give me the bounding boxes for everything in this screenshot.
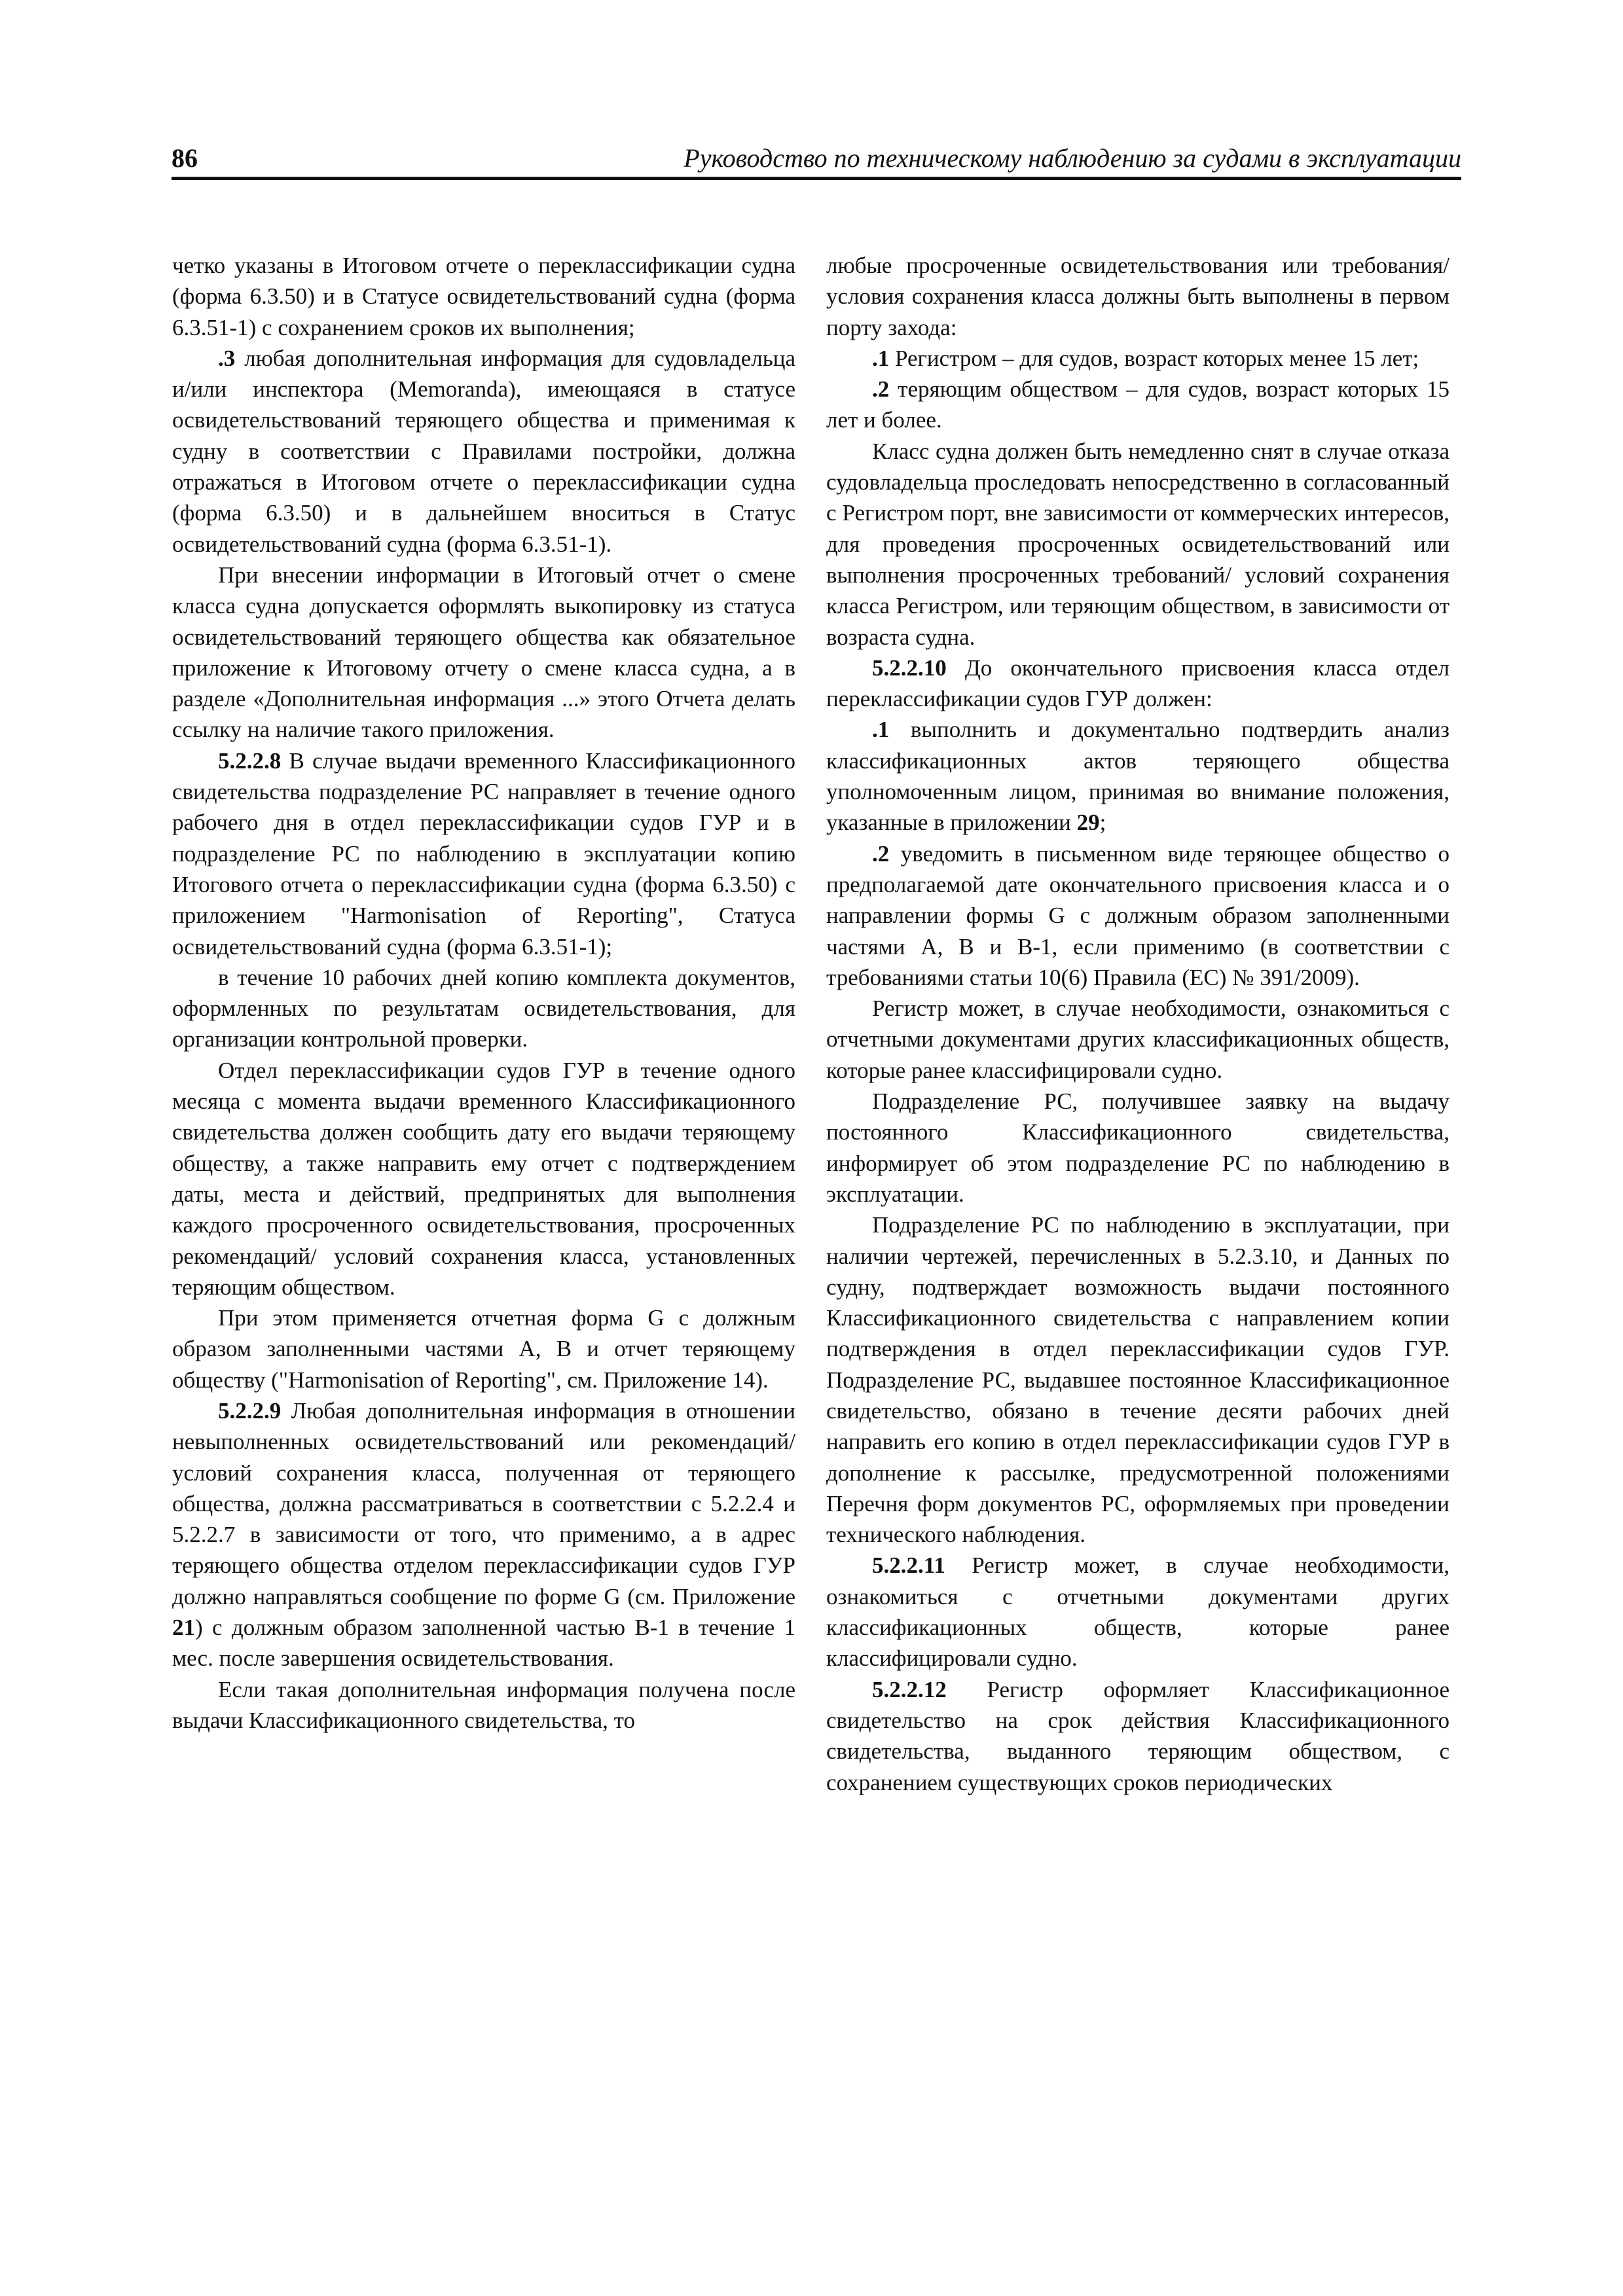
paragraph <box>826 714 1450 838</box>
paragraph <box>172 343 795 560</box>
paragraph: Отдел переклассификации судов ГУР в течение одного месяца с момента выдачи временного Классификационного свидетельства должен сообщить дату его выдачи теряющему обществу, а также направить ему отчет с подтверждением даты, места и действий, предпринятых для выполнения каждого просроченного освидетельствования, просроченных рекомендаций/ условий сохранения класса, установленных теряющим обществом. <box>172 1057 795 1300</box>
section-number: 5.2.2.9 <box>218 1397 282 1424</box>
section-number: 5.2.2.12 <box>872 1676 947 1702</box>
paragraph-text: ; <box>1099 810 1106 836</box>
appendix-reference: 29 <box>1076 810 1100 836</box>
paragraph <box>826 1550 1450 1674</box>
paragraph-text: ) с должным образом заполненной частью В-1 в течение 1 мес. после завершения освидетельствования. <box>172 1615 795 1672</box>
paragraph-text: уведомить в письменном виде теряющее общество о предполагаемой дате окончательного присвоения класса и о направлении формы G с должным образом заполненными частями А, В и В-1, если применимо (в соответствии с требованиями статьи 10(6) Правила (ЕС) № 391/2009). <box>826 840 1450 990</box>
running-title: Руководство по техническому наблюдению за судами в эксплуатации <box>684 143 1461 173</box>
paragraph-text: Регистр может, в случае необходимости, ознакомиться с отчетными документами других классификационных обществ, которые ранее классифицировали судно. <box>826 1552 1450 1672</box>
right-column <box>826 250 1450 1798</box>
paragraph-text: До окончательного присвоения класса отдел переклассификации судов ГУР должен: <box>826 655 1450 712</box>
left-column <box>172 250 795 1736</box>
paragraph <box>826 653 1450 715</box>
page-header <box>172 143 1461 182</box>
paragraph-text: В случае выдачи временного Классификационного свидетельства подразделение РС направляет в течение одного рабочего дня в отдел переклассификации судов ГУР и в подразделение РС по наблюдению в эксплуатации копию Итогового отчета о переклассификации судна (форма 6.3.50) с приложением "Harmonisation of Reporting", Статуса освидетельствований судна (форма 6.3.51-1); <box>172 747 795 960</box>
paragraph <box>826 1674 1450 1798</box>
paragraph <box>826 838 1450 993</box>
paragraph-text: выполнить и документально подтвердить анализ классификационных актов теряющего общества уполномоченным лицом, принимая во внимание положения, указанные в приложении <box>826 717 1450 836</box>
paragraph: четко указаны в Итоговом отчете о переклассификации судна (форма 6.3.50) и в Статусе освидетельствований судна (форма 6.3.51-1) с сохранением сроков их выполнения; <box>172 253 795 340</box>
paragraph: Подразделение РС по наблюдению в эксплуатации, при наличии чертежей, перечисленных в 5.2.3.10, и Данных по судну, подтверждает возможность выдачи постоянного Классификационного свидетельства с направлением копии подтверждения в отдел переклассификации судов ГУР. Подразделение РС, выдавшее постоянное Классификационное свидетельство, обязано в течение десяти рабочих дней направить его копию в отдел переклассификации судов ГУР в дополнение к рассылке, предусмотренной положениями Перечня форм документов РС, оформляемых при проведении технического наблюдения. <box>826 1212 1450 1548</box>
paragraph <box>172 745 795 962</box>
section-number: 5.2.2.11 <box>872 1552 945 1579</box>
paragraph-text: Любая дополнительная информация в отношении невыполненных освидетельствований или рекомендаций/условий сохранения класса, полученная от теряющего общества, должна рассматриваться в соответствии с 5.2.2.4 и 5.2.2.7 в зависимости от того, что применимо, а в адрес теряющего общества отделом переклассификации судов ГУР должно направляться сообщение по форме G (см. Приложение <box>172 1397 795 1609</box>
item-number: .2 <box>872 376 890 403</box>
paragraph <box>826 343 1450 374</box>
paragraph: Регистр может, в случае необходимости, ознакомиться с отчетными документами других классификационных обществ, которые ранее классифицировали судно. <box>826 996 1450 1083</box>
paragraph: Если такая дополнительная информация получена после выдачи Классификационного свидетельства, то <box>172 1676 795 1733</box>
item-number: .3 <box>218 345 236 371</box>
section-number: 5.2.2.8 <box>218 747 282 774</box>
item-number: .1 <box>872 345 890 371</box>
header-rule <box>172 177 1461 180</box>
paragraph: При этом применяется отчетная форма G с должным образом заполненными частями А, В и отчет теряющему обществу ("Harmonisation of Reporting", см. Приложение 14). <box>172 1305 795 1393</box>
paragraph: Класс судна должен быть немедленно снят в случае отказа судовладельца проследовать непосредственно в согласованный с Регистром порт, вне зависимости от коммерческих интересов, для проведения просроченных освидетельствований или выполнения просроченных требований/ условий сохранения класса Регистром, или теряющим обществом, в зависимости от возраста судна. <box>826 438 1450 650</box>
paragraph: в течение 10 рабочих дней копию комплекта документов, оформленных по результатам освидетельствования, для организации контрольной проверки. <box>172 964 795 1052</box>
section-number: 5.2.2.10 <box>872 655 947 681</box>
item-number: .2 <box>872 840 890 867</box>
paragraph-text: любая дополнительная информация для судовладельца и/или инспектора (Memoranda), имеющаяся в статусе освидетельствований теряющего общества и применимая к судну в соответствии с Правилами постройки, должна отражаться в Итоговом отчете о переклассификации судна (форма 6.3.50) и в дальнейшем вноситься в Статус освидетельствований судна (форма 6.3.51-1). <box>172 345 795 557</box>
item-number: .1 <box>872 717 890 743</box>
paragraph-text: Регистр оформляет Классификационное свидетельство на срок действия Классификационного свидетельства, выданного теряющим обществом, с сохранением существующих сроков периодических <box>826 1676 1450 1795</box>
paragraph-text: теряющим обществом – для судов, возраст которых 15 лет и более. <box>826 376 1450 433</box>
paragraph: Подразделение РС, получившее заявку на выдачу постоянного Классификационного свидетельства, информирует об этом подразделение РС по наблюдению в эксплуатации. <box>826 1088 1450 1207</box>
paragraph: При внесении информации в Итоговый отчет о смене класса судна допускается оформлять выкопировку из статуса освидетельствований теряющего общества как обязательное приложение к Итоговому отчету о смене класса судна, а в разделе «Дополнительная информация ...» этого Отчета делать ссылку на наличие такого приложения. <box>172 562 795 743</box>
appendix-reference: 21 <box>172 1615 195 1641</box>
paragraph <box>826 374 1450 436</box>
paragraph <box>172 1395 795 1674</box>
paragraph-text: Регистром – для судов, возраст которых менее 15 лет; <box>889 345 1419 371</box>
page-number: 86 <box>172 143 198 173</box>
paragraph: любые просроченные освидетельствования или требования/условия сохранения класса должны быть выполнены в первом порту захода: <box>826 253 1450 340</box>
